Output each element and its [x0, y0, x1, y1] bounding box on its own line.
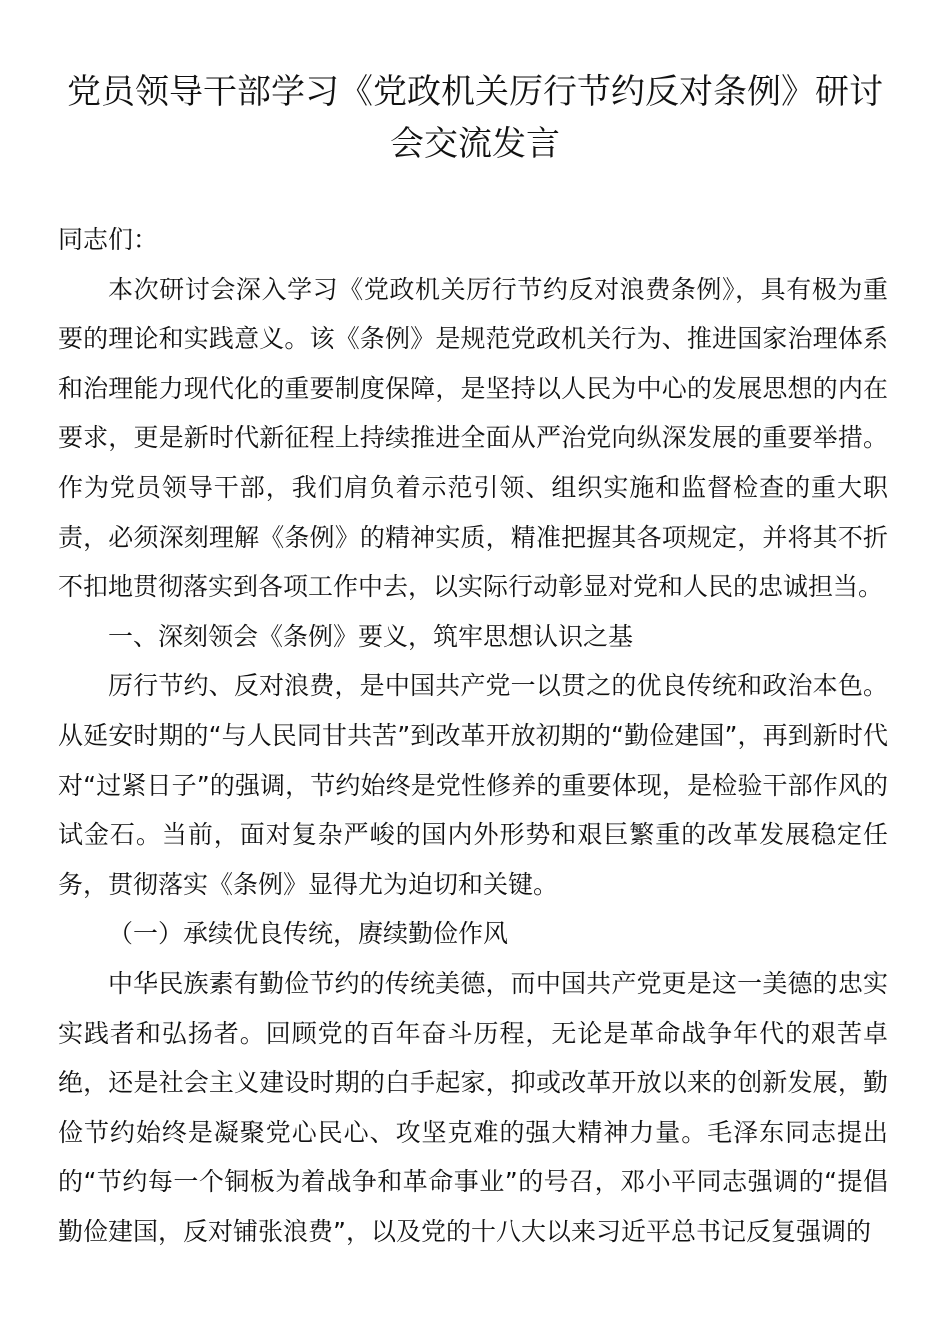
intro-paragraph: 本次研讨会深入学习《党政机关厉行节约反对浪费条例》，具有极为重要的理论和实践意义。该《条例》是规范党政机关行为、推进国家治理体系和治理能力现代化的重要制度保障，是坚持以人民为中心的发展思想的内在要求，更是新时代新征程上持续推进全面从严治党向纵深发展的重要举措。作为党员领导干部，我们肩负着示范引领、组织实施和监督检查的重大职责，必须深刻理解《条例》的精神实质，精准把握其各项规定，并将其不折不扣地贯彻落实到各项工作中去，以实际行动彰显对党和人民的忠诚担当。: [58, 274, 888, 602]
subsection-1-paragraph: 中华民族素有勤俭节约的传统美德，而中国共产党更是这一美德的忠实实践者和弘扬者。回顾党的百年奋斗历程，无论是革命战争年代的艰苦卓绝，还是社会主义建设时期的白手起家，抑或改革开放以来的创新发展，勤俭节约始终是凝聚党心民心、攻坚克难的强大精神力量。毛泽东同志提出的“节约每一个铜板为着战争和革命事业”的号召，邓小平同志强调的“提倡勤俭建国，反对铺张浪费”，以及党的十八大以来习近平总书记反复强调的: [58, 968, 888, 1246]
document-body: [58, 215, 888, 1256]
salutation: 同志们：: [58, 225, 159, 254]
section-1-paragraph: 厉行节约、反对浪费，是中国共产党一以贯之的优良传统和政治本色。从延安时期的“与人民同甘共苦”到改革开放初期的“勤俭建国”，再到新时代对“过紧日子”的强调，节约始终是党性修养的重要体现，是检验干部作风的试金石。当前，面对复杂严峻的国内外形势和艰巨繁重的改革发展稳定任务，贯彻落实《条例》显得尤为迫切和关键。: [58, 671, 888, 899]
section-heading-1: 一、深刻领会《条例》要义，筑牢思想认识之基: [108, 621, 634, 651]
subsection-heading-1: （一）承续优良传统，赓续勤俭作风: [108, 919, 509, 949]
document-title: 党员领导干部学习《党政机关厉行节约反对条例》研讨会交流发言: [67, 72, 883, 164]
